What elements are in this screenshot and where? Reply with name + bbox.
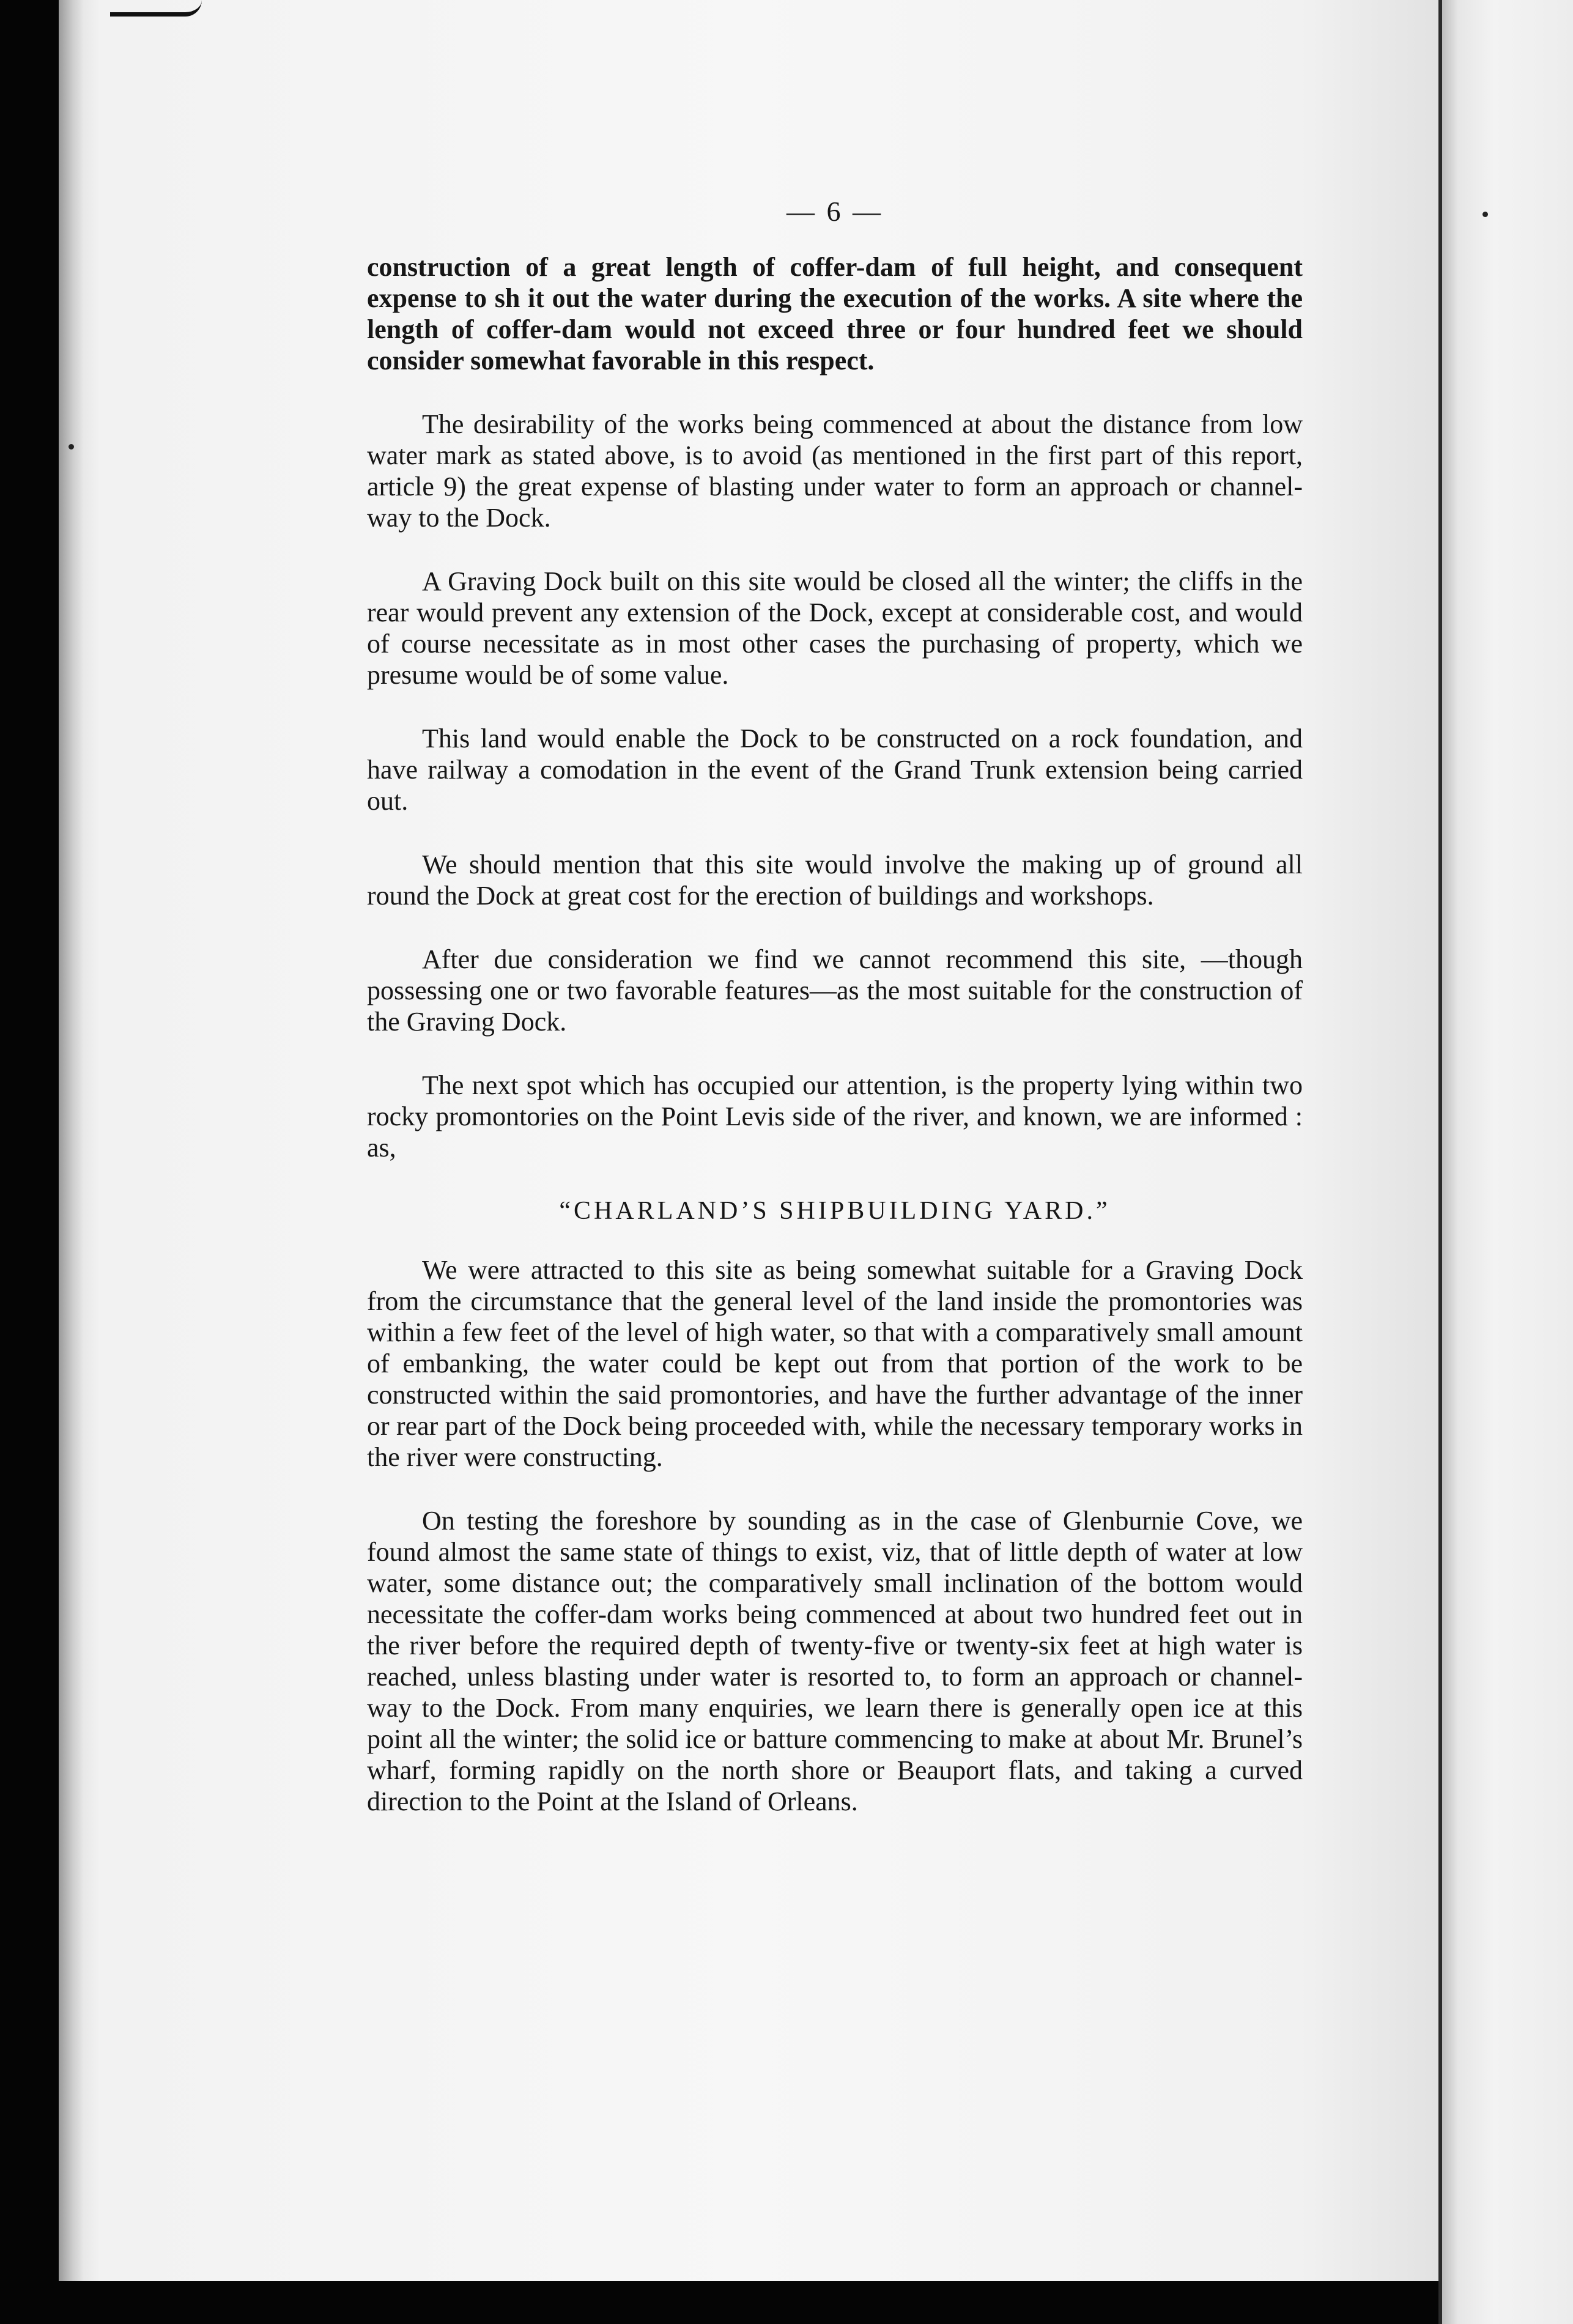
paragraph: This land would enable the Dock to be constructed on a rock foundation, and have railway a comodation in the event of the Grand Trunk extension being carried out. bbox=[367, 723, 1303, 816]
paragraph: A Graving Dock built on this site would be closed all the winter; the cliffs in the rear would prevent any extension of the Dock, except at considerable cost, and would of course necessitate as in most other cases the purchasing of property, which we presume would be of some value. bbox=[367, 566, 1303, 690]
document-text bbox=[367, 196, 1303, 1849]
scan-corner-mark bbox=[110, 0, 202, 17]
ink-speck bbox=[1482, 212, 1488, 217]
paragraph: We should mention that this site would involve the making up of ground all round the Dock at great cost for the erection of buildings and workshops. bbox=[367, 849, 1303, 911]
page-binding-shadow bbox=[59, 0, 83, 2281]
paragraph: After due consideration we find we cannot recommend this site, —though possessing one or two favorable features—as the most suitable for the construction of the Graving Dock. bbox=[367, 944, 1303, 1037]
paragraph: On testing the foreshore by sounding as in the case of Glenburnie Cove, we found almost the same state of things to exist, viz, that of little depth of water at low water, some distance out; the comparatively small inclination of the bottom would necessitate the coffer-dam works being commenced at about two hundred feet out in the river before the required depth of twenty-five or twenty-six feet at high water is reached, unless blasting under water is resorted to, to form an approach or channel-way to the Dock. From many enquiries, we learn there is generally open ice at this point all the winter; the solid ice or batture commencing to make at about Mr. Brunel’s wharf, forming rapidly on the north shore or Beauport flats, and taking a curved direction to the Point at the Island of Orleans. bbox=[367, 1506, 1303, 1816]
paragraph: The next spot which has occupied our attention, is the property lying within two rocky promontories on the Point Levis side of the river, and known, we are informed : as, bbox=[367, 1070, 1303, 1163]
paragraph: construction of a great length of coffer-dam of full height, and consequent expense to sh it out the water during the execution of the works. A site where the length of coffer-dam would not exceed three or four hundred feet we should consider somewhat favorable in this respect. bbox=[367, 252, 1303, 376]
page-number: — 6 — bbox=[786, 196, 883, 227]
paragraph: We were attracted to this site as being somewhat suitable for a Graving Dock from the circumstance that the general level of the land inside the promontories was within a few feet of the level of high water, so that with a comparatively small amount of embanking, the water could be kept out from that portion of the work to be constructed within the said promontories, and have the further advantage of the inner or rear part of the Dock being proceeded with, while the necessary temporary works in the river were constructing. bbox=[367, 1255, 1303, 1472]
paragraph: The desirability of the works being commenced at about the distance from low water mark as stated above, is to avoid (as mentioned in the first part of this report, article 9) the great expense of blasting under water to form an approach or channel-way to the Dock. bbox=[367, 409, 1303, 533]
ink-speck bbox=[68, 444, 74, 450]
facing-page-edge bbox=[1442, 0, 1573, 2324]
section-heading: “CHARLAND’S SHIPBUILDING YARD.” bbox=[559, 1197, 1111, 1225]
